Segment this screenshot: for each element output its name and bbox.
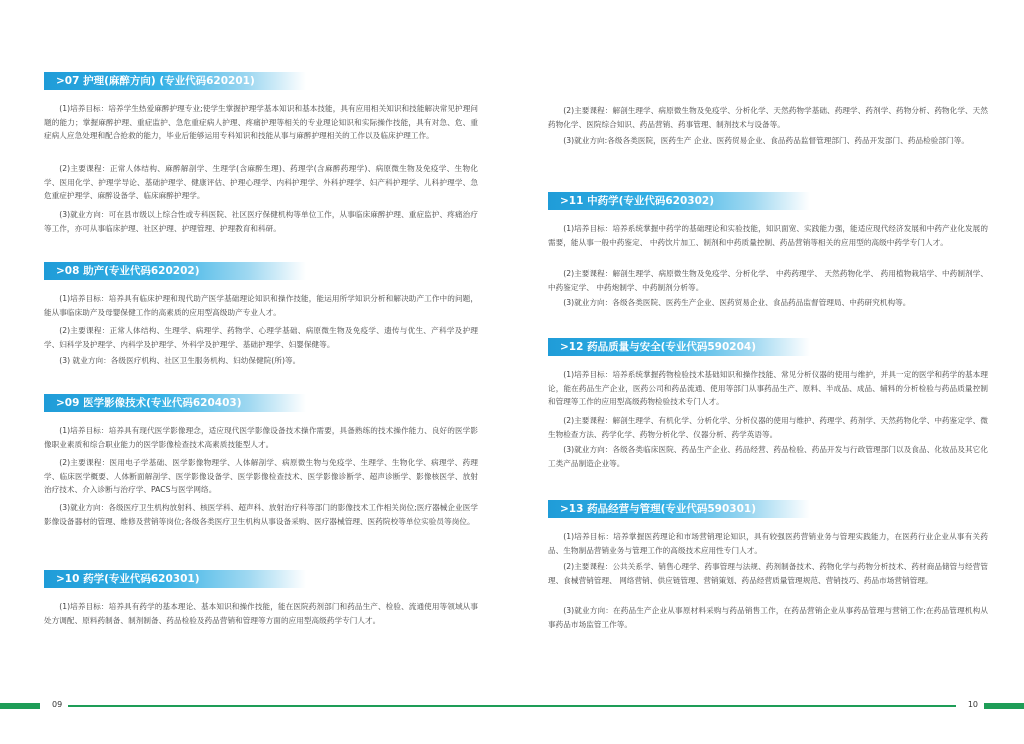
paragraph-12-goal: (1)培养目标：培养系统掌握药物检验技术基础知识和操作技能、常见分析仪器的使用与维护，并具一定的医学和药学的基本理论，能在药品生产企业，医药公司和药品流通、使用等部门从事药品生产、原料、半成品、成品、辅料的分析检验与药品质量控制和管理等工作的应用型高级药物检验技术专门人才。 xyxy=(548,370,988,406)
paragraph-08-courses: (2)主要课程：正常人体结构、生理学、病理学、药物学、心理学基础、病原微生物及免疫学、遗传与优生、产科学及护理学、妇科学及护理学、内科学及护理学、外科学及护理学、基础护理学、妇婴保健等。 xyxy=(44,326,478,349)
footer-accent-bar xyxy=(984,703,1024,709)
paragraph-13-employment: (3)就业方向：在药品生产企业从事原材料采购与药品销售工作，在药品营销企业从事药品管理与营销工作;在药品管理机构从事药品市场监管工作等。 xyxy=(548,606,988,629)
section-header-09: >09 医学影像技术(专业代码620403) xyxy=(44,394,306,412)
paragraph-10-goal: (1)培养目标：培养具有药学的基本理论、基本知识和操作技能，能在医院药剂部门和药品生产、检验、流通使用等领域从事处方调配、原料药制备、制剂制备、药品检验及药品营销和管理等方面的应用型高级药学专门人才。 xyxy=(44,602,478,625)
paragraph-07-courses: (2)主要课程：正常人体结构、麻醉解剖学、生理学(含麻醉生理)、药理学(含麻醉药理学)、病原微生物及免疫学、生物化学、医用化学、护理学导论、基础护理学、健康评估、护理心理学、内科护理学、外科护理学、妇产科护理学、儿科护理学、急危重症护理学、麻醉设备学、临床麻醉护理学。 xyxy=(44,164,478,200)
section-header-11: >11 中药学(专业代码620302) xyxy=(548,192,810,210)
paragraph-11-courses: (2)主要课程：解剖生理学、病原微生物及免疫学、分析化学、 中药药理学、 天然药物化学、 药用植物栽培学、中药制剂学、中药鉴定学、 中药炮制学、中药制剂分析等。 xyxy=(548,269,988,292)
footer-divider xyxy=(512,705,956,707)
section-header-10: >10 药学(专业代码620301) xyxy=(44,570,306,588)
page-number: 09 xyxy=(52,700,63,709)
paragraph-11-employment: (3)就业方向：各级各类医院、医药生产企业、医药贸易企业、食品药品监督管理局、中药研究机构等。 xyxy=(563,298,911,307)
footer-accent-bar xyxy=(0,703,40,709)
right-page xyxy=(512,0,1024,744)
page-number: 10 xyxy=(967,700,978,709)
footer-divider xyxy=(68,705,512,707)
section-header-13: >13 药品经营与管理(专业代码590301) xyxy=(548,500,810,518)
paragraph-09-courses: (2)主要课程：医用电子学基础、医学影像物理学、人体解剖学、病原微生物与免疫学、生理学、生物化学、病理学、药理学、临床医学概要、人体断面解剖学、医学影像设备学、医学影像检查技术、医学影像诊断学、超声诊断学、影像核医学、放射治疗技术、介入诊断与治疗学、PACS与医学网络。 xyxy=(44,458,478,494)
paragraph-08-goal: (1)培养目标：培养具有临床护理和现代助产医学基础理论知识和操作技能，能运用所学知识分析和解决助产工作中的问题，能从事临床助产及母婴保健工作的高素质的应用型高级助产专业人才。 xyxy=(44,294,478,317)
paragraph-08-employment: (3) 就业方向：各级医疗机构、社区卫生服务机构、妇幼保健院(所)等。 xyxy=(59,356,301,365)
paragraph-10-courses: (2)主要课程：解剖生理学、病原微生物及免疫学、分析化学、天然药物学基础、药理学、药剂学、药物分析、药物化学、天然药物化学、医院综合知识、药品营销、药事管理、制剂技术与设备等。 xyxy=(548,106,988,129)
section-header-08: >08 助产(专业代码620202) xyxy=(44,262,306,280)
paragraph-10-employment: (3)就业方向:各级各类医院，医药生产 企业、医药贸易企业、食品药品监督管理部门、药品开发部门、药品检验部门等。 xyxy=(563,136,969,145)
paragraph-09-employment: (3)就业方向：各级医疗卫生机构放射科、核医学科、超声科、放射治疗科等部门的影像技术工作相关岗位;医疗器械企业医学影像设备器材的管理、维修及营销等岗位;各级各类医疗卫生机构从事设备采购、医疗器械管理、医药院校等单位实验员等岗位。 xyxy=(44,503,478,526)
paragraph-09-goal: (1)培养目标：培养具有现代医学影像理念，适应现代医学影像设备技术操作需要，具备熟练的技术操作能力、良好的医学影像职业素质和综合职业能力的医学影像检查技术高素质技能型人才。 xyxy=(44,426,478,449)
paragraph-12-courses: (2)主要课程：解剖生理学、有机化学、分析化学、分析仪器的使用与维护、药理学、药剂学、天然药物化学、中药鉴定学、微生物检查方法、药学化学、药物分析化学、仪器分析、药学英语等。 xyxy=(548,416,988,439)
paragraph-11-goal: (1)培养目标：培养系统掌握中药学的基础理论和实验技能，知识面宽、实践能力强，能适应现代经济发展和中药产业化发展的需要，能从事一般中药鉴定、 中药饮片加工、制剂和中药质量控制、药品营销等相关的应用型的高级中药学专门人才。 xyxy=(548,224,988,247)
paragraph-07-goal: (1)培养目标：培养学生热爱麻醉护理专业;使学生掌握护理学基本知识和基本技能，具有应用相关知识和技能解决常见护理问题的能力；掌握麻醉护理、重症监护、急危重症病人护理、疼痛护理等相关的专业理论知识和实际操作技能，具有对急、危、重症病人应急处理和配合抢救的能力，毕业后能够运用专科知识和技能从事与麻醉护理相关的工作以及临床护理工作。 xyxy=(44,104,478,140)
section-header-07: >07 护理(麻醉方向) (专业代码620201) xyxy=(44,72,306,90)
paragraph-13-goal: (1)培养目标：培养掌握医药理论和市场营销理论知识，具有较强医药营销业务与管理实践能力，在医药行业企业从事有关药品、生物制品营销业务与管理工作的高级技术应用性专门人才。 xyxy=(548,532,988,555)
section-header-12: >12 药品质量与安全(专业代码590204) xyxy=(548,338,810,356)
paragraph-07-employment: (3)就业方向：可在县市级以上综合性或专科医院、社区医疗保健机构等单位工作，从事临床麻醉护理、重症监护、疼痛治疗等工作，亦可从事临床护理、社区护理、护理管理、护理教育和科研。 xyxy=(44,210,478,233)
paragraph-12-employment: (3)就业方向：各级各类临床医院、药品生产企业、药品经营、药品检验、药品开发与行政管理部门以及食品、化妆品及其它化工类产品制造企业等。 xyxy=(548,445,988,468)
paragraph-13-courses: (2)主要课程：公共关系学、销售心理学、药事管理与法规、药剂制备技术、药物化学与药物分析技术、药材商品储管与经营管理、食械营销管理、 网络营销、供应链管理、营销策划、药品经营质量管理规范、营销技巧、药品市场营销管理。 xyxy=(548,562,988,585)
